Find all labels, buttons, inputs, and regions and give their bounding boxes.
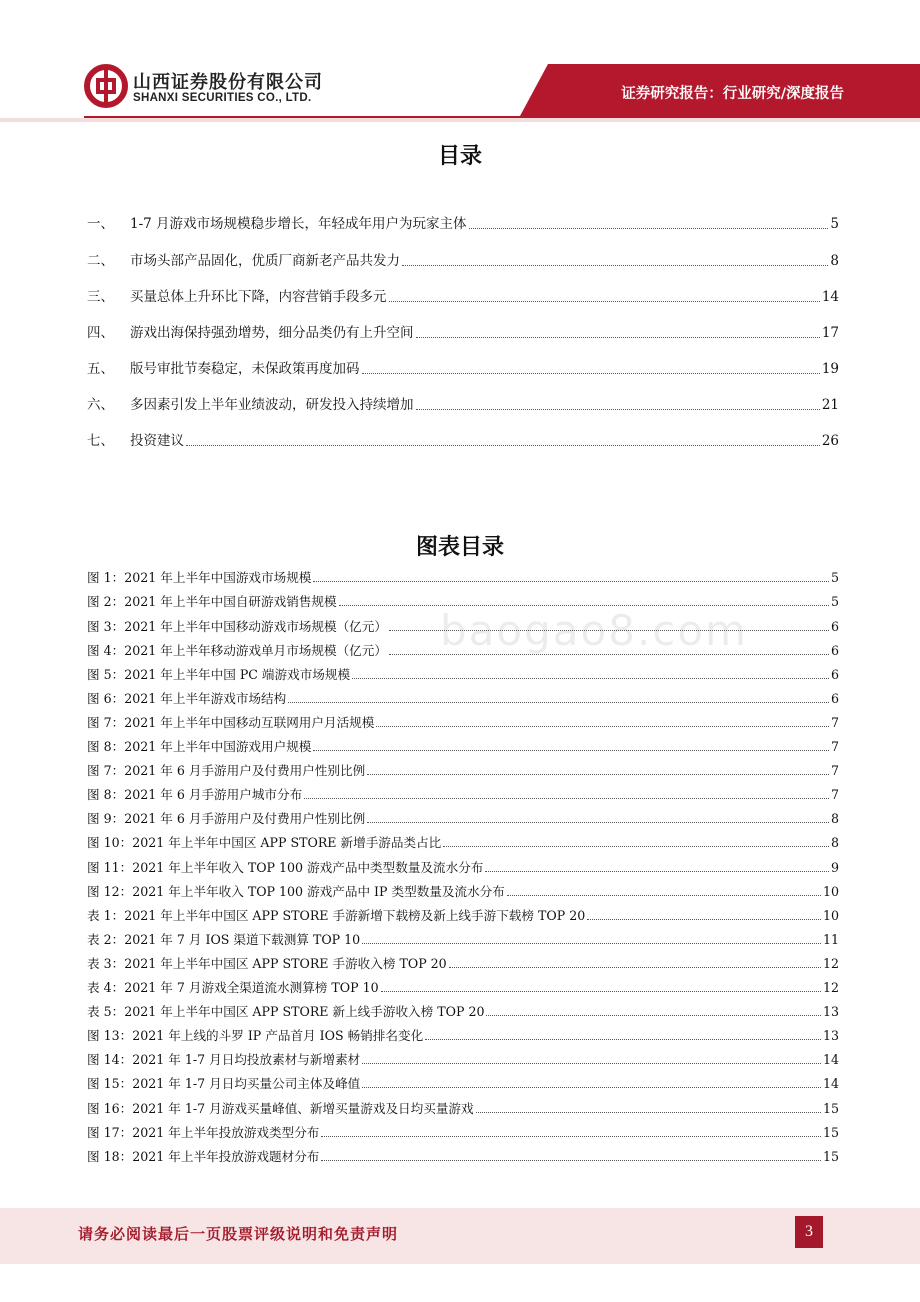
toc-item[interactable] bbox=[87, 431, 839, 451]
dot-leader bbox=[376, 726, 829, 727]
figure-item-text: 图 17：2021 年上半年投放游戏类型分布 bbox=[87, 1125, 320, 1140]
dot-leader bbox=[304, 798, 829, 799]
dot-leader bbox=[443, 846, 829, 847]
figure-item-page: 8 bbox=[830, 811, 839, 826]
dot-leader bbox=[313, 750, 829, 751]
figure-item[interactable] bbox=[87, 931, 839, 949]
dot-leader bbox=[486, 1015, 820, 1016]
figure-item[interactable] bbox=[87, 1027, 839, 1045]
figure-item-page: 7 bbox=[830, 763, 839, 778]
dot-leader bbox=[449, 967, 821, 968]
figure-item-page: 15 bbox=[822, 1101, 839, 1116]
dot-leader bbox=[339, 605, 829, 606]
dot-leader bbox=[389, 301, 820, 302]
toc-item-page: 26 bbox=[821, 433, 839, 449]
dot-leader bbox=[367, 822, 829, 823]
watermark: baogao8.com bbox=[440, 606, 748, 655]
figure-item[interactable] bbox=[87, 1124, 839, 1142]
figure-item-page: 5 bbox=[830, 594, 839, 609]
dot-leader bbox=[476, 1112, 821, 1113]
dot-leader bbox=[416, 337, 820, 338]
toc-item[interactable] bbox=[87, 323, 839, 343]
figure-item-text: 图 4：2021 年上半年移动游戏单月市场规模（亿元） bbox=[87, 643, 387, 658]
toc-item-page: 17 bbox=[821, 325, 839, 341]
figure-item[interactable] bbox=[87, 690, 839, 708]
page-header bbox=[0, 0, 920, 122]
figure-item-page: 13 bbox=[822, 1028, 839, 1043]
figure-item-text: 图 8：2021 年上半年中国游戏用户规模 bbox=[87, 739, 312, 754]
dot-leader bbox=[389, 654, 829, 655]
figure-item-text: 图 16：2021 年 1-7 月游戏买量峰值、新增买量游戏及日均买量游戏 bbox=[87, 1101, 474, 1116]
figure-item-text: 图 7：2021 年 6 月手游用户及付费用户性别比例 bbox=[87, 763, 366, 778]
page-number: 3 bbox=[795, 1216, 823, 1248]
toc-title: 目录 bbox=[437, 144, 482, 169]
toc-item-number: 二、 bbox=[87, 253, 114, 269]
figure-item-text: 图 18：2021 年上半年投放游戏题材分布 bbox=[87, 1149, 320, 1164]
figure-item-page: 6 bbox=[830, 691, 839, 706]
figure-item[interactable] bbox=[87, 1148, 839, 1166]
dot-leader bbox=[352, 678, 829, 679]
toc-item-page: 14 bbox=[821, 289, 839, 305]
toc-item-text: 投资建议 bbox=[130, 433, 184, 449]
dot-leader bbox=[416, 409, 820, 410]
figure-item-text: 图 10：2021 年上半年中国区 APP STORE 新增手游品类占比 bbox=[87, 835, 442, 850]
toc-item-text: 版号审批节奏稳定，未保政策再度加码 bbox=[130, 361, 360, 377]
toc-item[interactable] bbox=[87, 395, 839, 415]
figure-item[interactable] bbox=[87, 883, 839, 901]
figure-item[interactable] bbox=[87, 955, 839, 973]
figure-item-text: 表 5：2021 年上半年中国区 APP STORE 新上线手游收入榜 TOP 20 bbox=[87, 1004, 485, 1019]
figure-item[interactable] bbox=[87, 569, 839, 587]
figure-item-page: 10 bbox=[822, 884, 839, 899]
footer-disclaimer: 请务必阅读最后一页股票评级说明和免责声明 bbox=[78, 1225, 399, 1243]
dot-leader bbox=[362, 1063, 821, 1064]
dot-leader bbox=[321, 1160, 821, 1161]
figure-item-page: 14 bbox=[822, 1052, 839, 1067]
figures-title: 图表目录 bbox=[415, 535, 504, 560]
figure-item[interactable] bbox=[87, 666, 839, 684]
toc-item-text: 游戏出海保持强劲增势，细分品类仍有上升空间 bbox=[130, 325, 414, 341]
figure-item-text: 表 1：2021 年上半年中国区 APP STORE 手游新增下载榜及新上线手游下载榜 TOP 20 bbox=[87, 908, 586, 923]
figure-item-page: 15 bbox=[822, 1125, 839, 1140]
toc-item-number: 一、 bbox=[87, 216, 114, 232]
figure-item-text: 图 9：2021 年 6 月手游用户及付费用户性别比例 bbox=[87, 811, 366, 826]
toc-item[interactable] bbox=[87, 359, 839, 379]
figure-item[interactable] bbox=[87, 738, 839, 756]
toc-item-text: 多因素引发上半年业绩波动，研发投入持续增加 bbox=[130, 397, 414, 413]
dot-leader bbox=[485, 871, 829, 872]
figure-item[interactable] bbox=[87, 907, 839, 925]
toc-item-page: 5 bbox=[830, 216, 839, 232]
dot-leader bbox=[381, 991, 821, 992]
dot-leader bbox=[362, 943, 821, 944]
dot-leader bbox=[321, 1136, 821, 1137]
dot-leader bbox=[186, 445, 820, 446]
figure-item-text: 图 14：2021 年 1-7 月日均投放素材与新增素材 bbox=[87, 1052, 361, 1067]
figure-item[interactable] bbox=[87, 979, 839, 997]
dot-leader bbox=[389, 630, 829, 631]
figure-item-text: 图 5：2021 年上半年中国 PC 端游戏市场规模 bbox=[87, 667, 351, 682]
dot-leader bbox=[587, 919, 821, 920]
figure-item[interactable] bbox=[87, 834, 839, 852]
figure-item-text: 图 8：2021 年 6 月手游用户城市分布 bbox=[87, 787, 303, 802]
figure-item[interactable] bbox=[87, 786, 839, 804]
report-type: 证券研究报告：行业研究/深度报告 bbox=[621, 86, 844, 102]
figure-item-page: 6 bbox=[830, 667, 839, 682]
figure-item[interactable] bbox=[87, 859, 839, 877]
figure-item[interactable] bbox=[87, 762, 839, 780]
dot-leader bbox=[362, 373, 820, 374]
figure-item-page: 5 bbox=[830, 570, 839, 585]
figure-item-page: 12 bbox=[822, 956, 839, 971]
toc-item-text: 1-7 月游戏市场规模稳步增长，年轻成年用户为玩家主体 bbox=[130, 216, 467, 232]
toc-item[interactable] bbox=[87, 287, 839, 307]
figure-item-page: 6 bbox=[830, 619, 839, 634]
figure-item[interactable] bbox=[87, 810, 839, 828]
figure-item-text: 图 1：2021 年上半年中国游戏市场规模 bbox=[87, 570, 312, 585]
dot-leader bbox=[469, 228, 829, 229]
figure-item-page: 13 bbox=[822, 1004, 839, 1019]
dot-leader bbox=[288, 702, 829, 703]
company-name-cn: 山西证券股份有限公司 bbox=[133, 72, 323, 93]
figure-item-text: 图 12：2021 年上半年收入 TOP 100 游戏产品中 IP 类型数量及流水分布 bbox=[87, 884, 505, 899]
dot-leader bbox=[362, 1087, 821, 1088]
figure-item-page: 11 bbox=[822, 932, 839, 947]
toc-item-text: 买量总体上升环比下降，内容营销手段多元 bbox=[130, 289, 387, 305]
figure-item-text: 表 2：2021 年 7 月 IOS 渠道下载测算 TOP 10 bbox=[87, 932, 361, 947]
figure-item-page: 7 bbox=[830, 787, 839, 802]
figure-item-text: 表 4：2021 年 7 月游戏全渠道流水测算榜 TOP 10 bbox=[87, 980, 379, 995]
figure-item-text: 图 15：2021 年 1-7 月日均买量公司主体及峰值 bbox=[87, 1076, 361, 1091]
figure-item-page: 7 bbox=[830, 739, 839, 754]
figure-item-text: 表 3：2021 年上半年中国区 APP STORE 手游收入榜 TOP 20 bbox=[87, 956, 447, 971]
toc-item-page: 21 bbox=[821, 397, 839, 413]
figure-item[interactable] bbox=[87, 714, 839, 732]
figure-item-text: 图 13：2021 年上线的斗罗 IP 产品首月 IOS 畅销排名变化 bbox=[87, 1028, 424, 1043]
figure-item[interactable] bbox=[87, 642, 839, 660]
figure-item-text: 图 6：2021 年上半年游戏市场结构 bbox=[87, 691, 287, 706]
toc-item-text: 市场头部产品固化，优质厂商新老产品共发力 bbox=[130, 253, 400, 269]
shanxi-securities-logo-icon bbox=[84, 64, 128, 108]
figure-item-page: 12 bbox=[822, 980, 839, 995]
figure-item[interactable] bbox=[87, 1051, 839, 1069]
figure-item-page: 7 bbox=[830, 715, 839, 730]
toc-item-number: 四、 bbox=[87, 325, 114, 341]
figure-item[interactable] bbox=[87, 1075, 839, 1093]
toc-item-number: 五、 bbox=[87, 361, 114, 377]
figure-item[interactable] bbox=[87, 1003, 839, 1021]
figure-item[interactable] bbox=[87, 593, 839, 611]
toc-item-page: 8 bbox=[830, 253, 839, 269]
figure-item-text: 图 2：2021 年上半年中国自研游戏销售规模 bbox=[87, 594, 337, 609]
figure-item[interactable] bbox=[87, 1100, 839, 1118]
figure-item-page: 15 bbox=[822, 1149, 839, 1164]
figure-item-text: 图 7：2021 年上半年中国移动互联网用户月活规模 bbox=[87, 715, 375, 730]
toc-item[interactable] bbox=[87, 251, 839, 271]
dot-leader bbox=[313, 581, 829, 582]
figure-item-text: 图 11：2021 年上半年收入 TOP 100 游戏产品中类型数量及流水分布 bbox=[87, 860, 484, 875]
dot-leader bbox=[402, 265, 828, 266]
dot-leader bbox=[507, 895, 821, 896]
figure-item-page: 14 bbox=[822, 1076, 839, 1091]
figure-item-page: 9 bbox=[830, 860, 839, 875]
dot-leader bbox=[367, 774, 829, 775]
toc-item[interactable] bbox=[87, 214, 839, 234]
toc-item-number: 六、 bbox=[87, 397, 114, 413]
toc-item-number: 七、 bbox=[87, 433, 114, 449]
figure-item-page: 8 bbox=[830, 835, 839, 850]
figure-item-page: 6 bbox=[830, 643, 839, 658]
toc-item-number: 三、 bbox=[87, 289, 114, 305]
figure-item-page: 10 bbox=[822, 908, 839, 923]
figure-item[interactable] bbox=[87, 618, 839, 636]
figure-item-text: 图 3：2021 年上半年中国移动游戏市场规模（亿元） bbox=[87, 619, 387, 634]
toc-item-page: 19 bbox=[821, 361, 839, 377]
dot-leader bbox=[425, 1039, 821, 1040]
company-name-en: SHANXI SECURITIES CO., LTD. bbox=[133, 92, 312, 104]
